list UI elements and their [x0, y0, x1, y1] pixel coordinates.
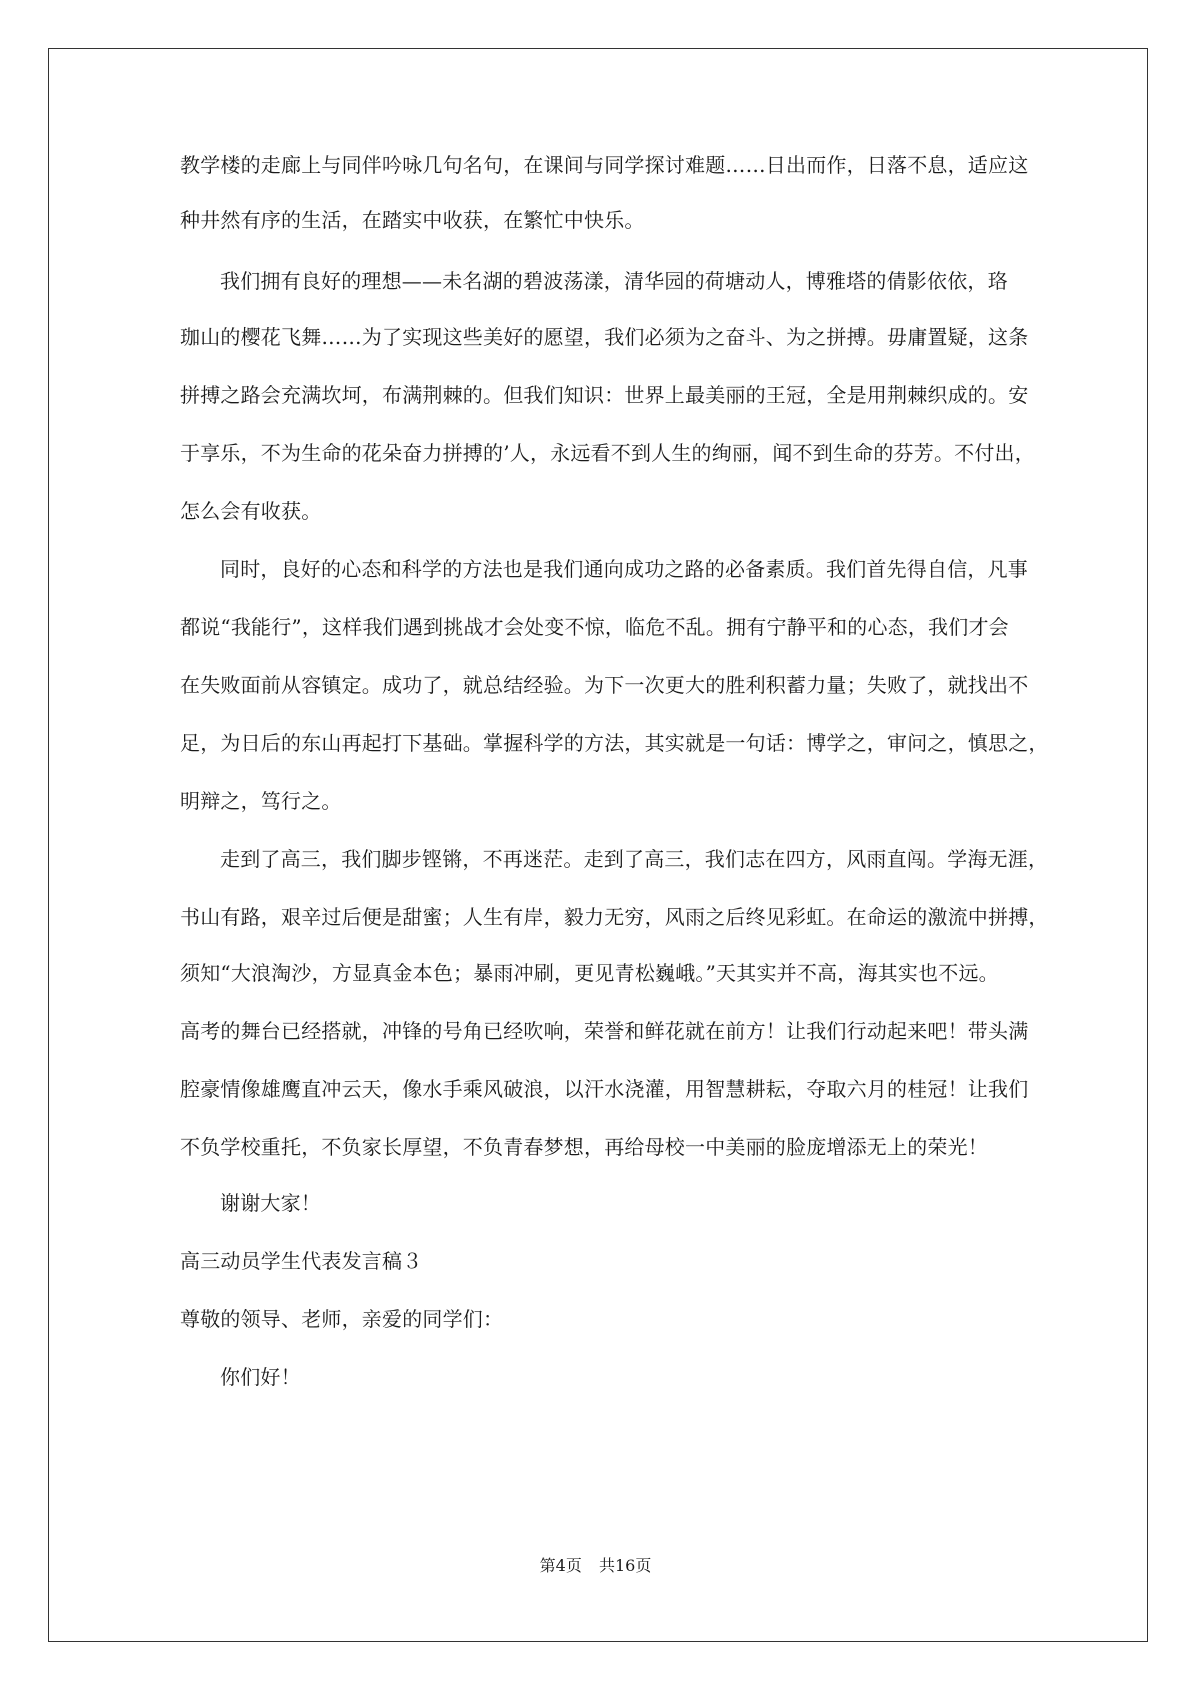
text-line: 须知“大浪淘沙，方显真金本色；暴雨冲刷，更见青松巍峨。”天其实并不高，海其实也不远。 [180, 961, 999, 985]
section-title: 高三动员学生代表发言稿３ [180, 1249, 423, 1273]
text-line: 于享乐，不为生命的花朵奋力拼搏的’人，永远看不到人生的绚丽，闻不到生命的芬芳。不付出， [180, 441, 1035, 465]
page-total: 共16页 [598, 1556, 652, 1575]
text-line: 高考的舞台已经搭就，冲锋的号角已经吹响，荣誉和鲜花就在前方！让我们行动起来吧！带头满 [180, 1019, 1029, 1043]
text-line: 在失败面前从容镇定。成功了，就总结经验。为下一次更大的胜利积蓄力量；失败了，就找出不 [180, 673, 1029, 697]
greeting: 你们好！ [220, 1365, 301, 1389]
text-line: 腔豪情像雄鹰直冲云天，像水手乘风破浪，以汗水浇灌，用智慧耕耘，夺取六月的桂冠！让我们 [180, 1077, 1029, 1101]
text-line: 怎么会有收获。 [180, 499, 322, 523]
text-line: 拼搏之路会充满坎坷，布满荆棘的。但我们知识：世界上最美丽的王冠，全是用荆棘织成的。安 [180, 383, 1029, 407]
text-line: 书山有路，艰辛过后便是甜蜜；人生有岸，毅力无穷，风雨之后终见彩虹。在命运的激流中拼搏， [180, 905, 1049, 929]
text-line: 教学楼的走廊上与同伴吟咏几句名句，在课间与同学探讨难题……日出而作，日落不息，适应这 [180, 153, 1029, 177]
text-line: 足，为日后的东山再起打下基础。掌握科学的方法，其实就是一句话：博学之，审问之，慎思之， [180, 731, 1049, 755]
text-line: 明辩之，笃行之。 [180, 789, 342, 813]
page-number: 第4页 [539, 1556, 582, 1575]
salutation: 尊敬的领导、老师，亲爱的同学们： [180, 1307, 504, 1331]
paragraph-start-line: 同时，良好的心态和科学的方法也是我们通向成功之路的必备素质。我们首先得自信，凡事 [220, 557, 1028, 581]
text-line: 珈山的樱花飞舞……为了实现这些美好的愿望，我们必须为之奋斗、为之拼搏。毋庸置疑，这条 [180, 325, 1029, 349]
paragraph-start-line: 我们拥有良好的理想——未名湖的碧波荡漾，清华园的荷塘动人，博雅塔的倩影依依，珞 [220, 269, 1008, 293]
text-line: 不负学校重托，不负家长厚望，不负青春梦想，再给母校一中美丽的脸庞增添无上的荣光！ [180, 1135, 988, 1159]
text-line: 种井然有序的生活，在踏实中收获，在繁忙中快乐。 [180, 208, 645, 232]
page-footer [0, 1555, 1191, 1577]
closing-line: 谢谢大家！ [220, 1191, 321, 1215]
paragraph-start-line: 走到了高三，我们脚步铿锵，不再迷茫。走到了高三，我们志在四方，风雨直闯。学海无涯， [220, 847, 1049, 871]
text-line: 都说“我能行”，这样我们遇到挑战才会处变不惊，临危不乱。拥有宁静平和的心态，我们才会 [180, 615, 1009, 639]
